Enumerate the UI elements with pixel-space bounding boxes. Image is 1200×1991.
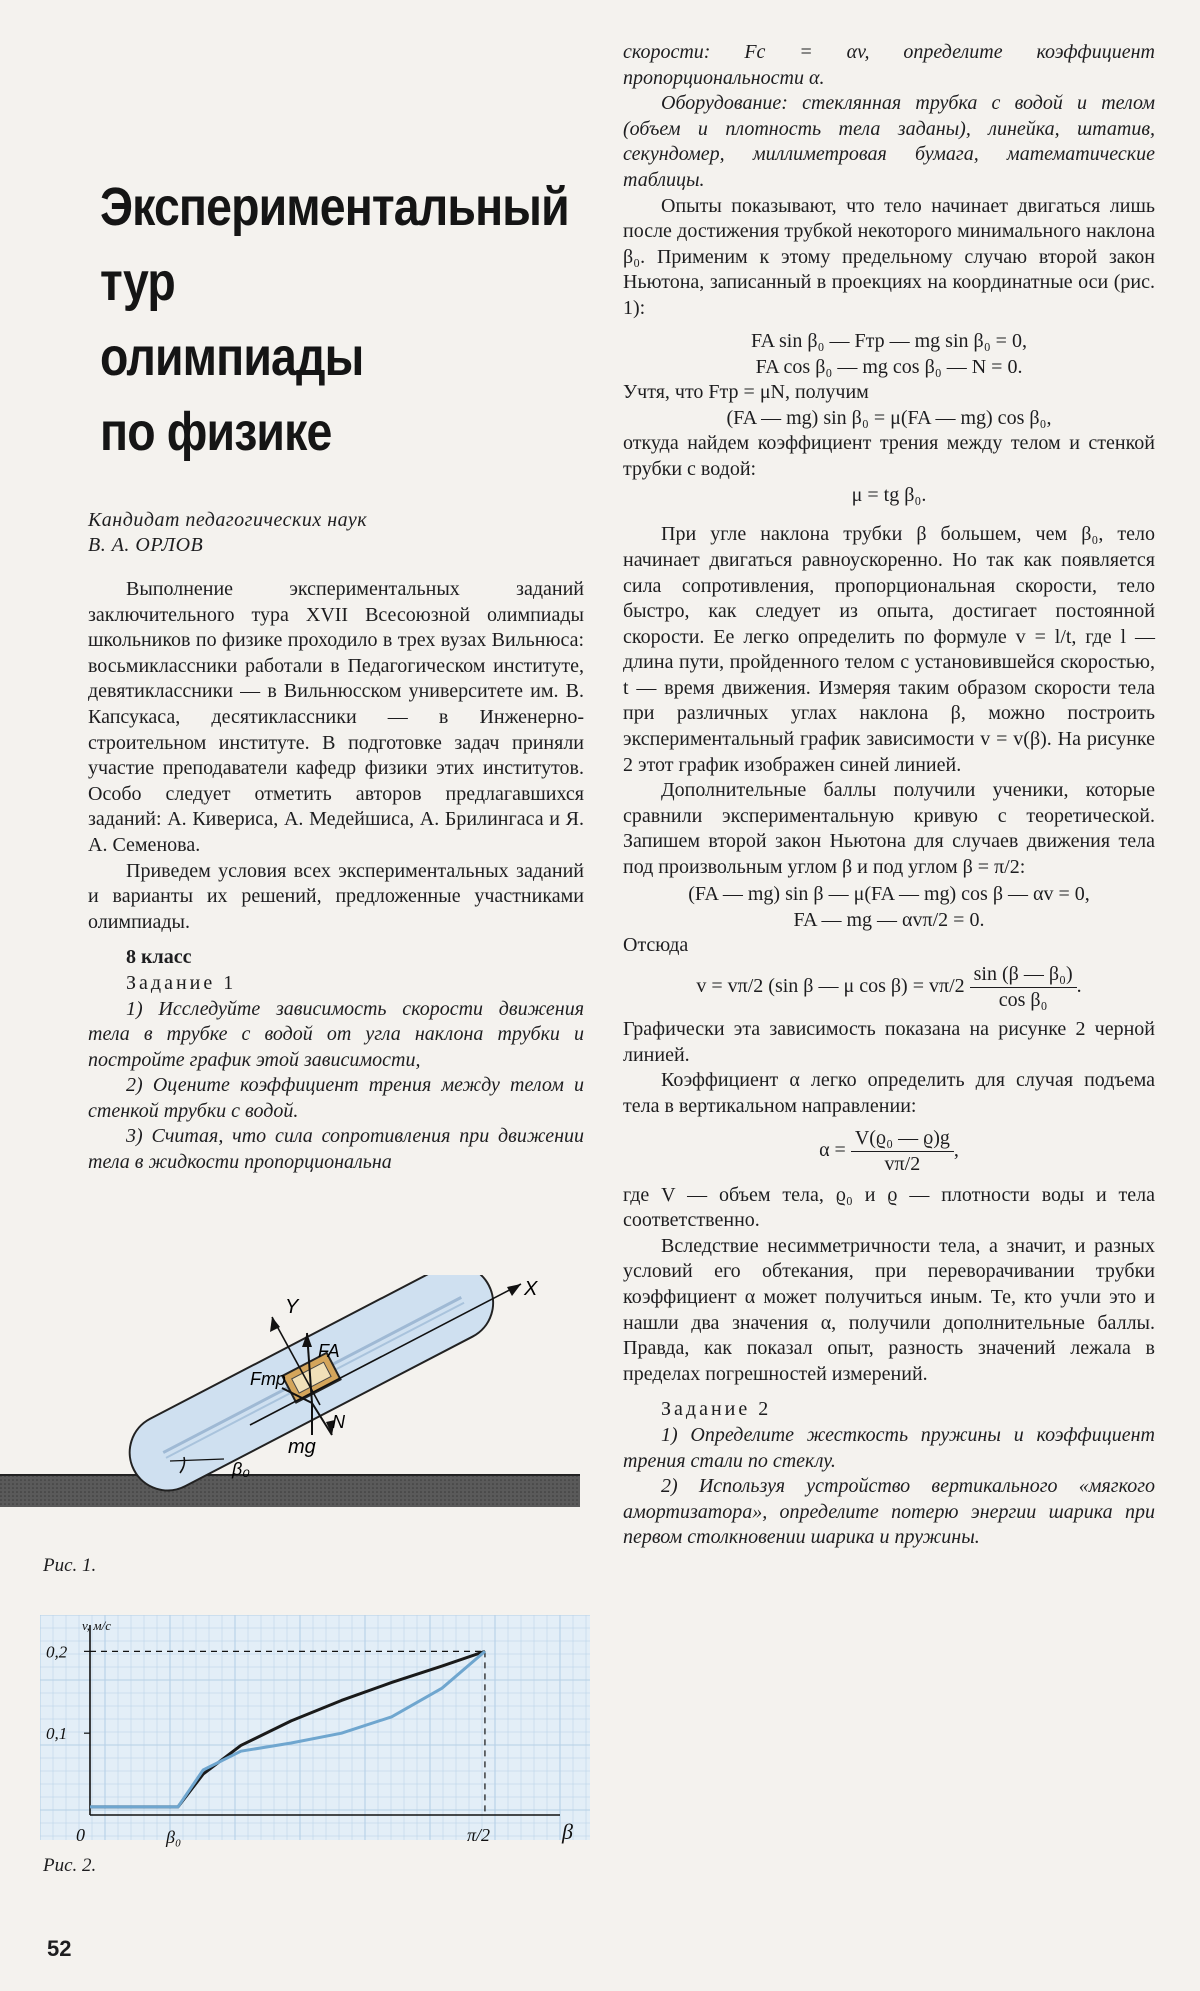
article-title	[100, 170, 570, 470]
figure-2-caption: Рис. 2.	[43, 1855, 97, 1876]
body-paragraph: При угле наклона трубки β большем, чем β₀, тело начинает двигаться равноускоренно. Но так как появляется сила сопротивления, пропорциональная скорости, тело быстро, как следует из опыта, достигает постоянной скорости. Ее легко определить по формуле v = l/t, где l — длина пути, пройденного телом с установившейся скоростью, t — время движения. Измеряя таким образом скорости тела при различных углах наклона β, можно построить экспериментальный график зависимости v = v(β). На рисунке 2 этот график изображен синей линией.	[623, 523, 1155, 776]
body-paragraph: Учтя, что Fтр = μN, получим	[623, 380, 869, 403]
eq7-end: .	[1076, 975, 1082, 998]
ground-surface	[0, 1475, 580, 1507]
eq7-denominator: cos β₀	[998, 989, 1048, 1012]
eq8-lhs: α =	[819, 1138, 846, 1161]
task-continuation: скорости: Fc = αv, определите коэффициент пропорциональности α.	[623, 41, 1155, 89]
equation: FA cos β₀ — mg cos β₀ — N = 0.	[755, 355, 1023, 378]
figure-1-caption: Рис. 1.	[43, 1555, 97, 1576]
beta0-label: β₀	[232, 1459, 250, 1479]
x-tick-label: π/2	[466, 1825, 490, 1845]
body-paragraph: Дополнительные баллы получили ученики, которые сравнили экспериментальную кривую с теоретической. Запишем второй закон Ньютона для случаев движения тела под произвольным углом β и под углом β = π/2:	[623, 779, 1155, 879]
body-paragraph: Опыты показывают, что тело начинает двигаться лишь после достижения трубкой некоторого минимального наклона β₀. Применим к этому предельному случаю второй закон Ньютона, записанный в проекциях на координатные оси (рис. 1):	[623, 194, 1155, 319]
mg-label: mg	[288, 1436, 316, 1458]
eq8-numerator: V(ϱ₀ — ϱ)g	[851, 1126, 954, 1152]
y-tick-label: 0,1	[46, 1724, 68, 1744]
eq7-numerator: sin (β — β₀)	[970, 962, 1077, 988]
equipment-paragraph: Оборудование: стеклянная трубка с водой и телом (объем и плотность тела заданы), линейка, штатив, секундомер, миллиметровая бумага, математические таблицы.	[623, 92, 1155, 191]
equation-fraction	[623, 1126, 1155, 1177]
task-heading: Задание 1	[126, 971, 237, 994]
task-question: 2) Оцените коэффициент трения между телом и стенкой трубки с водой.	[88, 1074, 584, 1122]
body-paragraph: откуда найдем коэффициент трения между телом и стенкой трубки с водой:	[623, 432, 1155, 480]
figure-1-tube-diagram	[0, 1275, 600, 1550]
task-question: 1) Исследуйте зависимость скорости движения тела в трубке с водой от угла наклона трубки и постройте график этой зависимости,	[88, 997, 584, 1071]
y-axis-label: Y	[285, 1296, 299, 1318]
body-paragraph: Графически эта зависимость показана на рисунке 2 черной линией.	[623, 1018, 1155, 1066]
n-label: N	[332, 1412, 345, 1432]
fraction	[970, 962, 1077, 1013]
equation: μ = tg β₀.	[851, 484, 927, 507]
body-paragraph: где V — объем тела, ϱ₀ и ϱ — плотности воды и тела соответственно.	[623, 1183, 1155, 1232]
body-paragraph: Вследствие несимметричности тела, а значит, и разных условий его обтекания, при переворачивании трубки коэффициент α может получиться иным. Те, кто учли это и нашли два значения α, получили дополнительные баллы. Правда, как показал опыт, разность значений лежала в пределах погрешностей измерений.	[623, 1234, 1155, 1385]
author-degree: Кандидат педагогических наук	[88, 509, 368, 531]
grade-heading: 8 класс	[126, 946, 192, 969]
task-question: 2) Используя устройство вертикального «мягкого амортизатора», определите потерю энергии шарика при первом столкновении шарика и пружины.	[623, 1475, 1155, 1549]
intro-paragraph: Приведем условия всех экспериментальных заданий и варианты их решений, предложенные участниками олимпиады.	[88, 859, 584, 933]
y-axis-title: v, м/с	[82, 1618, 111, 1633]
eq7-lhs: v = vπ/2 (sin β — μ cos β) = vπ/2	[696, 975, 965, 998]
title-line: Экспериментальный	[100, 177, 569, 237]
fraction	[851, 1126, 954, 1177]
x-axis-label: X	[524, 1278, 538, 1300]
author-name: В. А. ОРЛОВ	[88, 534, 204, 556]
figure-2-chart	[40, 1615, 590, 1855]
author-block	[88, 508, 584, 558]
y-tick-label: 0,2	[46, 1642, 68, 1662]
task-question: 3) Считая, что сила сопротивления при движении тела в жидкости пропорциональна	[88, 1125, 584, 1174]
x-tick-label: β₀	[166, 1827, 182, 1847]
x-tick-label: 0	[76, 1825, 85, 1845]
body-paragraph: Отсюда	[623, 933, 689, 956]
title-line: по физике	[100, 402, 332, 462]
x-axis-title: β	[562, 1819, 573, 1844]
fa-label: FA	[318, 1341, 340, 1361]
left-column-text	[88, 577, 584, 1176]
title-line: тур	[100, 252, 175, 312]
equation-fraction	[623, 962, 1155, 1013]
task-question: 1) Определите жесткость пружины и коэффициент трения стали по стеклу.	[623, 1423, 1155, 1472]
equation: FA — mg — αvπ/2 = 0.	[793, 908, 985, 931]
body-paragraph: Коэффициент α легко определить для случая подъема тела в вертикальном направлении:	[623, 1069, 1155, 1117]
eq8-end: ,	[953, 1138, 959, 1161]
equation: FA sin β₀ — Fтр — mg sin β₀ = 0,	[751, 329, 1027, 352]
ftr-label: Fтр	[250, 1369, 286, 1389]
eq8-denominator: vπ/2	[884, 1152, 921, 1175]
task-heading: Задание 2	[661, 1398, 772, 1421]
equation: (FA — mg) sin β — μ(FA — mg) cos β — αv = 0,	[688, 882, 1090, 905]
title-line: олимпиады	[100, 327, 364, 387]
page-number: 52	[47, 1936, 72, 1961]
intro-paragraph: Выполнение экспериментальных заданий заключительного тура XVII Всесоюзной олимпиады школьников по физике проходило в трех вузах Вильнюса: восьмиклассники работали в Педагогическом институте, девятиклассники — в Вильнюсском университете им. В. Капсукаса, десятиклассники — в Инженерно-строительном институте. В подготовке задач приняли участие преподаватели кафедр физики этих институтов. Особо следует отметить авторов предлагавшихся заданий: А. Кивериса, А. Медейшиса, А. Брилингаса и Я. А. Семенова.	[88, 578, 584, 856]
equation: (FA — mg) sin β₀ = μ(FA — mg) cos β₀,	[726, 407, 1052, 430]
right-column-text	[623, 40, 1155, 1551]
